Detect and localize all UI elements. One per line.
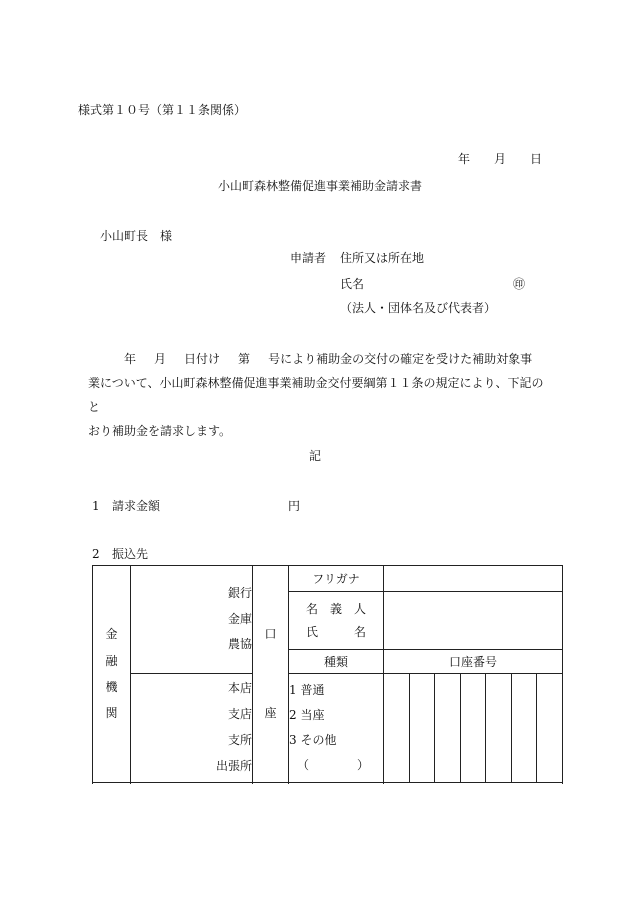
form-number: 様式第１０号（第１１条関係） — [78, 103, 247, 117]
account-holder-label: 名 義 人 氏 名 — [289, 592, 384, 650]
account-holder-field[interactable] — [384, 592, 563, 650]
date-month: 月 — [494, 152, 507, 166]
para-line3: おり補助金を請求します。 — [88, 424, 232, 438]
applicant-address-label: 住所又は所在地 — [340, 251, 425, 265]
financial-institution-label: 金 融 機 関 — [93, 566, 131, 783]
para-line1-rest: 号により補助金の交付の確定を受けた補助対象事 — [268, 352, 533, 366]
para-month: 月 — [154, 352, 167, 366]
addressee: 小山町長 様 — [100, 229, 173, 243]
bank-type-cell[interactable]: 銀行 金庫 農協 — [131, 566, 253, 674]
furigana-field[interactable] — [384, 566, 563, 592]
applicant-note: （法人・団体名及び代表者） — [340, 301, 497, 315]
account-digit-box[interactable] — [434, 674, 460, 782]
para-year: 年 — [124, 352, 137, 366]
para-no: 第 — [238, 352, 251, 366]
account-kind-header: 種類 — [289, 650, 384, 674]
date-day: 日 — [530, 152, 543, 166]
para-line2: 業について、小山町森林整備促進事業補助金交付要綱第１１条の規定により、下記のと — [88, 376, 544, 414]
section1-label: 請求金額 — [112, 499, 161, 513]
account-kind-options[interactable]: 1 普通 2 当座 3 その他 （ ） — [289, 674, 384, 783]
section1-number: 1 — [92, 499, 100, 513]
para-date-suffix: 日付け — [184, 352, 221, 366]
section2-label: 振込先 — [112, 547, 149, 561]
date-year: 年 — [458, 152, 471, 166]
account-digit-box[interactable] — [536, 674, 562, 782]
seal-mark: ㊞ — [513, 277, 526, 291]
account-number-field[interactable] — [384, 674, 563, 783]
account-digit-box[interactable] — [409, 674, 435, 782]
branch-type-cell[interactable]: 本店 支店 支所 出張所 — [131, 674, 253, 783]
section1-unit: 円 — [288, 499, 301, 513]
account-digit-box[interactable] — [511, 674, 537, 782]
request-paragraph — [88, 347, 548, 443]
account-digit-box[interactable] — [460, 674, 486, 782]
applicant-name-label: 氏名 — [340, 277, 365, 291]
account-digit-box[interactable] — [485, 674, 511, 782]
account-number-header: 口座番号 — [384, 650, 563, 674]
furigana-label: フリガナ — [289, 566, 384, 592]
bank-transfer-table — [92, 565, 563, 783]
ki-heading: 記 — [309, 449, 322, 463]
document-title: 小山町森林整備促進事業補助金請求書 — [218, 179, 423, 193]
account-label: 口 座 — [253, 566, 289, 783]
section2-number: 2 — [92, 547, 100, 561]
account-digit-box[interactable] — [384, 674, 409, 782]
applicant-label: 申請者 — [290, 251, 327, 265]
